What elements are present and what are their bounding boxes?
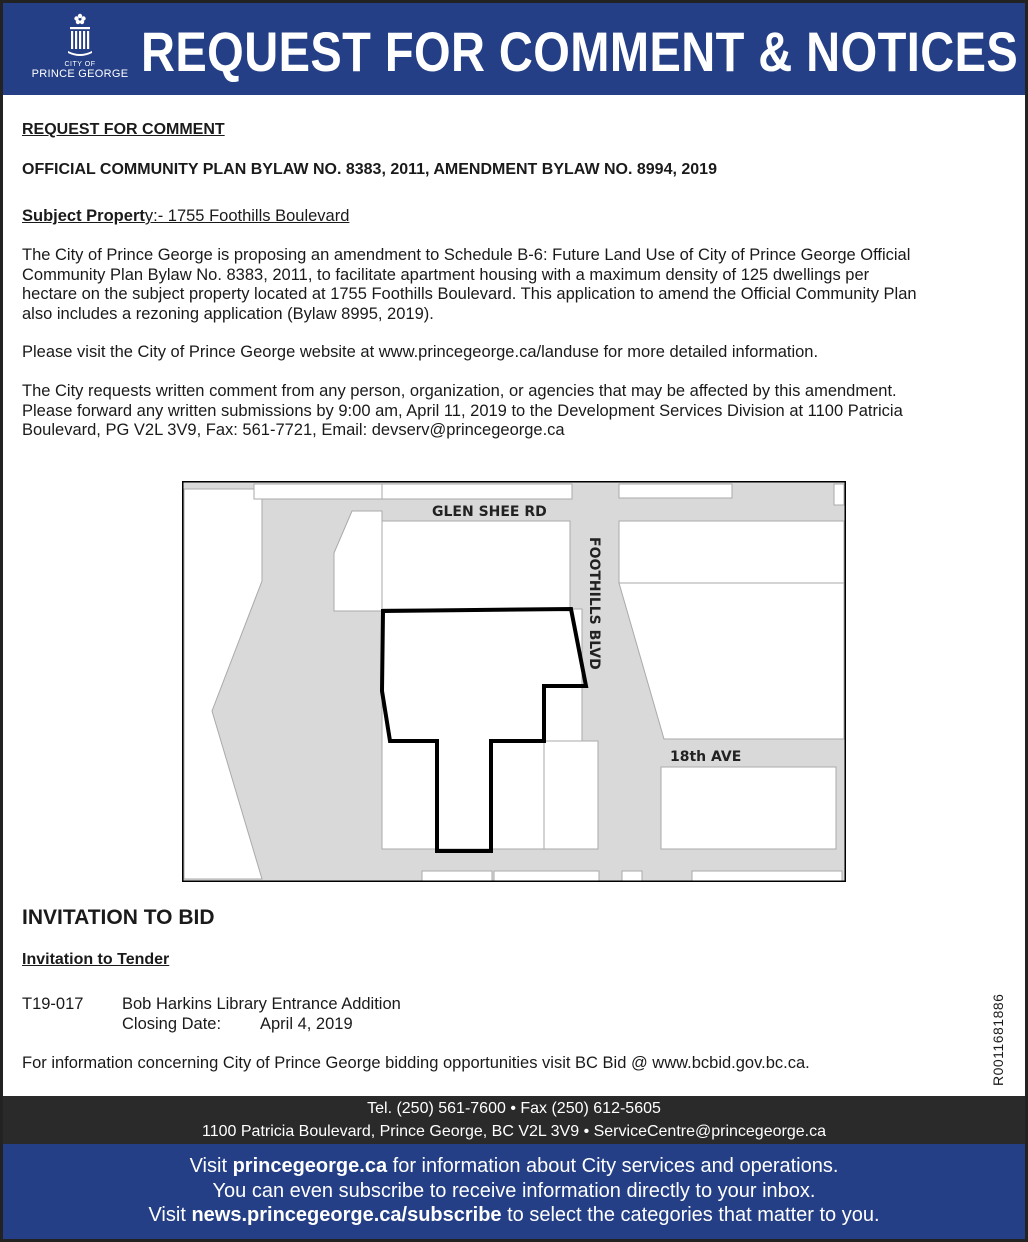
proposal-line: also includes a rezoning application (Bylaw 8995, 2019). xyxy=(22,304,434,323)
contact-bar xyxy=(3,1096,1025,1144)
subscribe-link[interactable]: news.princegeorge.ca/subscribe xyxy=(191,1204,502,1226)
map-parcel-ne-top xyxy=(619,521,844,583)
map-parcel-north xyxy=(382,521,570,609)
logo-city-name: PRINCE GEORGE xyxy=(31,68,129,80)
website-link[interactable]: princegeorge.ca xyxy=(232,1155,388,1177)
page-title: REQUEST FOR COMMENT & NOTICES xyxy=(141,20,1019,83)
footer-banner xyxy=(3,1144,1025,1239)
map-label-18th: 18th AVE xyxy=(670,749,742,765)
ad-reference-code: R0011681886 xyxy=(990,993,1006,1086)
invitation-to-bid-heading: INVITATION TO BID xyxy=(22,906,215,929)
subject-value: y:- 1755 Foothills Boulevard xyxy=(144,207,350,225)
proposal-line: The City of Prince George is proposing an amendment to Schedule B-6: Future Land Use of City of Prince George Official xyxy=(22,246,911,264)
website-paragraph: Please visit the City of Prince George website at www.princegeorge.ca/landuse for more detailed information. xyxy=(22,343,819,361)
footer-line-3 xyxy=(3,1203,1025,1228)
bylaw-title: OFFICIAL COMMUNITY PLAN BYLAW NO. 8383, 2011, AMENDMENT BYLAW NO. 8994, 2019 xyxy=(22,161,717,178)
map-label-glen-shee: GLEN SHEE RD xyxy=(432,504,547,520)
proposal-line: Community Plan Bylaw No. 8383, 2011, to facilitate apartment housing with a maximum density of 125 dwellings per xyxy=(22,265,870,284)
proposal-paragraph xyxy=(22,246,1012,324)
map-label-foothills: FOOTHILLS BLVD xyxy=(586,537,602,670)
footer-line-2: You can even subscribe to receive information directly to your inbox. xyxy=(212,1179,816,1202)
city-logo xyxy=(25,11,135,91)
contact-phone-fax: Tel. (250) 561-7600 • Fax (250) 612-5605 xyxy=(367,1100,661,1117)
bidding-info: For information concerning City of Prince George bidding opportunities visit BC Bid @ www.bcbid.gov.bc.ca. xyxy=(22,1054,810,1072)
contact-address-email: 1100 Patricia Boulevard, Prince George, BC V2L 3V9 • ServiceCentre@princegeorge.ca xyxy=(202,1123,826,1140)
location-map xyxy=(182,481,846,882)
page-header xyxy=(3,3,1025,95)
tender-code: T19-017 xyxy=(22,995,84,1013)
city-emblem-icon xyxy=(64,11,96,59)
closing-date-label: Closing Date: xyxy=(122,1015,222,1033)
closing-date-value: April 4, 2019 xyxy=(260,1015,353,1033)
footer-text: Visit xyxy=(148,1204,192,1226)
submission-line: Please forward any written submissions by 9:00 am, April 11, 2019 to the Development Services Division at 1100 Patricia xyxy=(22,401,903,420)
submission-paragraph xyxy=(22,382,1012,441)
tender-name: Bob Harkins Library Entrance Addition xyxy=(122,995,401,1013)
submission-line: Boulevard, PG V2L 3V9, Fax: 561-7721, Email: devserv@princegeorge.ca xyxy=(22,421,565,439)
logo-city-of: CITY OF xyxy=(64,61,96,68)
footer-text: to select the categories that matter to you. xyxy=(501,1204,880,1226)
footer-text: Visit xyxy=(189,1155,233,1177)
footer-text: for information about City services and operations. xyxy=(387,1155,839,1177)
proposal-line: hectare on the subject property located at 1755 Foothills Boulevard. This application to amend the Official Community Plan xyxy=(22,285,917,303)
subject-property xyxy=(22,207,349,226)
submission-line: The City requests written comment from any person, organization, or agencies that may be affected by this amendment. xyxy=(22,382,897,400)
map-parcel-se xyxy=(661,767,836,849)
request-for-comment-heading: REQUEST FOR COMMENT xyxy=(22,121,225,138)
footer-line-1 xyxy=(3,1154,1025,1179)
subject-label: Subject Propert xyxy=(22,207,145,225)
invitation-to-tender-heading: Invitation to Tender xyxy=(22,951,170,968)
